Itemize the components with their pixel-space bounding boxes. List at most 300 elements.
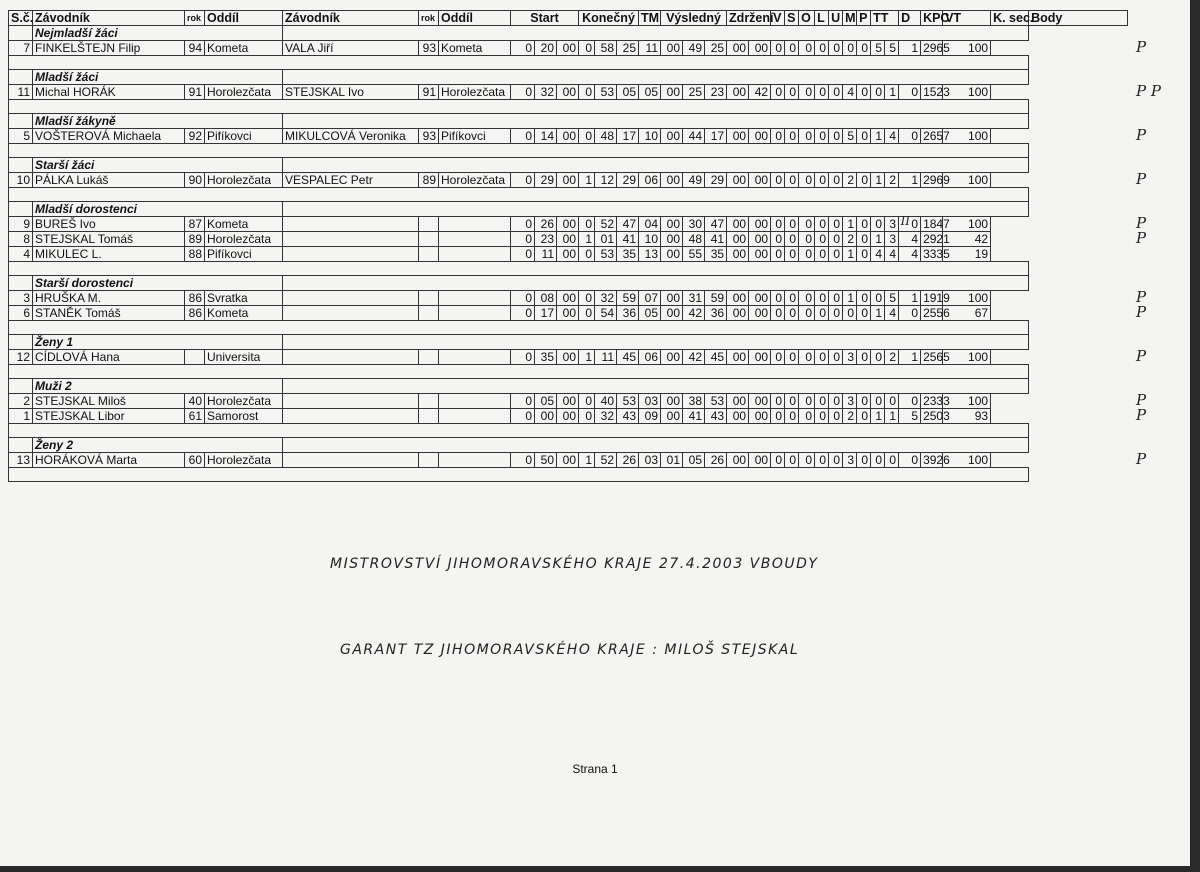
table-cell: 3 <box>843 453 857 468</box>
table-cell <box>283 394 419 409</box>
table-cell: 2556 <box>921 306 943 321</box>
table-cell: 0 <box>511 247 535 262</box>
table-cell: 17 <box>617 129 639 144</box>
table-cell: 91 <box>185 85 205 100</box>
table-cell: 00 <box>661 41 683 56</box>
table-row <box>9 291 1128 306</box>
header-cell: Oddíl <box>439 11 511 26</box>
table-cell <box>439 291 511 306</box>
table-cell: 25 <box>705 41 727 56</box>
table-cell: 0 <box>857 453 871 468</box>
table-cell: 0 <box>511 306 535 321</box>
category-cell <box>283 114 1029 129</box>
table-cell: 41 <box>705 232 727 247</box>
table-cell <box>283 453 419 468</box>
table-cell: 12 <box>9 350 33 365</box>
table-cell: 100 <box>943 129 991 144</box>
table-cell: 1919 <box>921 291 943 306</box>
table-cell: 0 <box>785 217 799 232</box>
table-cell: 0 <box>857 85 871 100</box>
table-cell: 2969 <box>921 173 943 188</box>
table-cell: 0 <box>885 453 899 468</box>
table-cell: 0 <box>785 350 799 365</box>
table-cell: 10 <box>639 129 661 144</box>
table-cell: STEJSKAL Ivo <box>283 85 419 100</box>
table-cell: Horolezčata <box>439 173 511 188</box>
table-cell <box>419 247 439 262</box>
table-row <box>9 41 1128 56</box>
table-cell: 41 <box>683 409 705 424</box>
table-cell: 100 <box>943 291 991 306</box>
header-cell: rok <box>419 11 439 26</box>
table-cell: 04 <box>639 217 661 232</box>
table-cell: 01 <box>661 453 683 468</box>
table-cell: 00 <box>557 173 579 188</box>
table-cell: 09 <box>639 409 661 424</box>
table-cell: 54 <box>595 306 617 321</box>
table-cell: 0 <box>511 129 535 144</box>
category-cell <box>283 379 1029 394</box>
table-cell: VALA Jiří <box>283 41 419 56</box>
table-cell: 0 <box>579 247 595 262</box>
table-cell: 45 <box>617 350 639 365</box>
table-cell: 0 <box>511 453 535 468</box>
table-cell: 86 <box>185 291 205 306</box>
table-cell: 0 <box>829 129 843 144</box>
table-cell: Horolezčata <box>205 453 283 468</box>
table-cell: 0 <box>771 217 785 232</box>
table-cell: 36 <box>617 306 639 321</box>
table-cell: 89 <box>185 232 205 247</box>
table-cell: 1847 <box>921 217 943 232</box>
table-cell: 0 <box>785 41 799 56</box>
table-cell: 00 <box>557 291 579 306</box>
table-row <box>9 173 1128 188</box>
table-cell: 0 <box>785 173 799 188</box>
table-cell <box>419 350 439 365</box>
table-cell: 5 <box>871 41 885 56</box>
table-cell: 0 <box>511 394 535 409</box>
handwritten-mark: P P <box>1136 81 1161 100</box>
table-cell: 47 <box>617 217 639 232</box>
table-cell: 0 <box>829 232 843 247</box>
table-cell: 4 <box>9 247 33 262</box>
table-cell: 0 <box>579 85 595 100</box>
table-cell: 03 <box>639 453 661 468</box>
table-cell: 5 <box>899 409 921 424</box>
table-cell: 100 <box>943 394 991 409</box>
table-cell: STEJSKAL Tomáš <box>33 232 185 247</box>
table-cell: 05 <box>683 453 705 468</box>
table-cell <box>419 232 439 247</box>
table-cell: 0 <box>799 453 815 468</box>
table-cell: 07 <box>639 291 661 306</box>
table-cell: 0 <box>799 394 815 409</box>
table-cell: 60 <box>185 453 205 468</box>
table-cell: 1 <box>871 232 885 247</box>
header-cell: M <box>843 11 857 26</box>
table-cell: 00 <box>535 409 557 424</box>
table-cell: 88 <box>185 247 205 262</box>
table-cell: 0 <box>771 306 785 321</box>
table-cell: 48 <box>595 129 617 144</box>
table-cell: 3926 <box>921 453 943 468</box>
gap-row <box>9 100 1128 114</box>
table-cell: VOŠTEROVÁ Michaela <box>33 129 185 144</box>
table-cell: 35 <box>705 247 727 262</box>
table-cell: 0 <box>829 41 843 56</box>
table-cell <box>439 232 511 247</box>
table-cell: 0 <box>857 409 871 424</box>
table-cell: 2503 <box>921 409 943 424</box>
table-cell: 00 <box>661 394 683 409</box>
table-cell: 0 <box>815 394 829 409</box>
table-cell: 4 <box>899 247 921 262</box>
table-cell: 0 <box>857 232 871 247</box>
table-cell: 0 <box>815 350 829 365</box>
table-cell: 0 <box>511 350 535 365</box>
table-row <box>9 350 1128 365</box>
table-cell: 5 <box>885 41 899 56</box>
table-cell: 0 <box>871 350 885 365</box>
table-cell: 00 <box>557 306 579 321</box>
table-cell: 87 <box>185 217 205 232</box>
table-cell: 0 <box>815 41 829 56</box>
table-cell: 8 <box>9 232 33 247</box>
table-cell: 1 <box>871 306 885 321</box>
table-cell: 0 <box>771 453 785 468</box>
category-cell <box>9 379 33 394</box>
table-cell: 29 <box>535 173 557 188</box>
table-cell: 00 <box>749 247 771 262</box>
table-cell: 0 <box>829 173 843 188</box>
table-cell: 0 <box>579 291 595 306</box>
table-cell: 03 <box>639 394 661 409</box>
table-cell: 23 <box>535 232 557 247</box>
table-cell: 0 <box>815 291 829 306</box>
table-cell: 06 <box>639 173 661 188</box>
table-cell: 00 <box>661 217 683 232</box>
table-cell: 45 <box>705 350 727 365</box>
gap-row <box>9 468 1128 482</box>
table-cell: 00 <box>727 85 749 100</box>
table-cell: 93 <box>419 129 439 144</box>
table-cell: Horolezčata <box>439 85 511 100</box>
handwritten-mark: P <box>1136 449 1147 468</box>
header-cell: K. sec. <box>991 11 1029 26</box>
table-cell: 00 <box>661 409 683 424</box>
table-cell: 0 <box>511 232 535 247</box>
table-cell: 00 <box>727 409 749 424</box>
table-cell: 49 <box>683 173 705 188</box>
table-cell: 49 <box>683 41 705 56</box>
header-cell: KPC <box>921 11 943 26</box>
table-cell: 0 <box>815 173 829 188</box>
table-cell: 1 <box>899 41 921 56</box>
table-cell: 0 <box>829 306 843 321</box>
category-cell <box>283 70 1029 85</box>
table-cell: 00 <box>749 453 771 468</box>
table-cell: STEJSKAL Miloš <box>33 394 185 409</box>
table-cell: 1 <box>899 173 921 188</box>
table-cell: 0 <box>799 306 815 321</box>
table-cell: 92 <box>185 129 205 144</box>
table-cell: Kometa <box>205 41 283 56</box>
header-cell: TT <box>871 11 899 26</box>
scan-edge <box>0 866 1200 872</box>
table-cell: 1 <box>871 409 885 424</box>
category-row <box>9 70 1128 85</box>
table-cell: 00 <box>557 350 579 365</box>
table-cell: 1 <box>579 350 595 365</box>
category-cell <box>283 202 1029 217</box>
table-cell: 7 <box>9 41 33 56</box>
table-cell <box>419 453 439 468</box>
table-cell: 00 <box>727 217 749 232</box>
table-row <box>9 394 1128 409</box>
table-cell: 00 <box>661 232 683 247</box>
table-cell: 05 <box>535 394 557 409</box>
table-cell: 0 <box>511 173 535 188</box>
table-cell: PÁLKA Lukáš <box>33 173 185 188</box>
table-cell: 14 <box>535 129 557 144</box>
gap-row <box>9 424 1128 438</box>
table-cell: Kometa <box>205 306 283 321</box>
table-cell: 0 <box>899 129 921 144</box>
table-cell: 00 <box>727 291 749 306</box>
table-cell: STEJSKAL Libor <box>33 409 185 424</box>
table-cell: BUREŠ Ivo <box>33 217 185 232</box>
table-row <box>9 129 1128 144</box>
table-cell: 50 <box>535 453 557 468</box>
table-cell: 0 <box>815 247 829 262</box>
table-cell: Svratka <box>205 291 283 306</box>
table-cell: 0 <box>785 453 799 468</box>
table-cell: 1 <box>579 173 595 188</box>
results-table <box>8 10 1128 482</box>
table-cell <box>185 350 205 365</box>
table-cell: 0 <box>871 394 885 409</box>
table-cell: 89 <box>419 173 439 188</box>
table-cell: 53 <box>595 247 617 262</box>
handwritten-mark: P <box>1136 390 1147 409</box>
header-cell: Závodník <box>33 11 185 26</box>
table-cell: 1 <box>899 350 921 365</box>
table-cell: Horolezčata <box>205 173 283 188</box>
table-cell: 35 <box>617 247 639 262</box>
table-cell: 0 <box>843 306 857 321</box>
table-cell: 86 <box>185 306 205 321</box>
gap-cell <box>9 468 1029 482</box>
table-cell: 58 <box>595 41 617 56</box>
table-cell: 0 <box>799 291 815 306</box>
gap-cell <box>9 365 1029 379</box>
handwritten-mark: P <box>1136 302 1147 321</box>
table-cell: 5 <box>843 129 857 144</box>
table-cell: 38 <box>683 394 705 409</box>
table-cell: 0 <box>857 394 871 409</box>
table-cell: 53 <box>595 85 617 100</box>
table-cell: 41 <box>617 232 639 247</box>
table-cell: 29 <box>617 173 639 188</box>
table-cell: 4 <box>885 129 899 144</box>
table-cell: 2921 <box>921 232 943 247</box>
table-cell: 0 <box>771 409 785 424</box>
header-cell: rok <box>185 11 205 26</box>
page-footer: Strana 1 <box>572 762 618 776</box>
table-cell: 67 <box>943 306 991 321</box>
table-row <box>9 453 1128 468</box>
gap-cell <box>9 100 1029 114</box>
table-cell: 0 <box>785 409 799 424</box>
category-cell <box>283 26 1029 41</box>
category-row <box>9 438 1128 453</box>
table-cell: 0 <box>799 232 815 247</box>
table-cell <box>283 247 419 262</box>
table-cell: 00 <box>749 129 771 144</box>
header-cell: U <box>829 11 843 26</box>
table-cell: 93 <box>419 41 439 56</box>
table-cell: 31 <box>683 291 705 306</box>
gap-row <box>9 56 1128 70</box>
table-cell: 0 <box>771 232 785 247</box>
table-cell: 42 <box>943 232 991 247</box>
table-cell: 00 <box>557 217 579 232</box>
table-cell <box>439 217 511 232</box>
table-cell: 52 <box>595 217 617 232</box>
header-cell: Oddíl <box>205 11 283 26</box>
table-cell: 0 <box>857 173 871 188</box>
table-cell: 0 <box>815 232 829 247</box>
gap-row <box>9 144 1128 158</box>
table-cell: 11 <box>595 350 617 365</box>
table-cell: 43 <box>617 409 639 424</box>
table-cell <box>439 394 511 409</box>
handwritten-vt-mark: II <box>900 213 911 228</box>
gap-cell <box>9 188 1029 202</box>
table-cell: CÍDLOVÁ Hana <box>33 350 185 365</box>
table-cell: 0 <box>871 453 885 468</box>
table-cell: 0 <box>829 350 843 365</box>
table-cell: 0 <box>843 41 857 56</box>
table-cell: 26 <box>705 453 727 468</box>
table-cell: 0 <box>785 394 799 409</box>
gap-cell <box>9 262 1029 276</box>
table-cell: Kometa <box>205 217 283 232</box>
table-cell: 0 <box>511 85 535 100</box>
table-cell: 2 <box>885 173 899 188</box>
scan-edge <box>1190 0 1200 872</box>
header-cell: L <box>815 11 829 26</box>
table-cell: 1 <box>579 232 595 247</box>
handwritten-mark: P <box>1136 213 1147 232</box>
table-row <box>9 232 1128 247</box>
table-cell: STANĚK Tomáš <box>33 306 185 321</box>
table-cell: 00 <box>661 291 683 306</box>
table-cell: 0 <box>815 129 829 144</box>
table-cell: 0 <box>829 247 843 262</box>
table-cell: 0 <box>579 41 595 56</box>
category-row <box>9 379 1128 394</box>
category-name: Ženy 1 <box>33 335 283 350</box>
handwritten-mark: P <box>1136 287 1147 306</box>
table-cell: 26 <box>617 453 639 468</box>
table-cell: 100 <box>943 217 991 232</box>
handwritten-line-2: GARANT TZ JIHOMORAVSKÉHO KRAJE : MILOŠ STEJSKAL <box>340 642 800 658</box>
header-cell: D <box>899 11 921 26</box>
table-cell: 0 <box>579 409 595 424</box>
table-cell: 1523 <box>921 85 943 100</box>
table-cell: 100 <box>943 350 991 365</box>
table-cell: 0 <box>899 453 921 468</box>
table-cell <box>283 409 419 424</box>
category-cell <box>9 335 33 350</box>
category-row <box>9 202 1128 217</box>
header-cell: Zdržení <box>727 11 771 26</box>
table-cell <box>419 394 439 409</box>
table-cell: 0 <box>857 129 871 144</box>
table-cell: 0 <box>799 41 815 56</box>
table-cell <box>283 291 419 306</box>
table-cell: 00 <box>727 129 749 144</box>
table-cell: 93 <box>943 409 991 424</box>
table-cell: 0 <box>771 350 785 365</box>
table-cell: 1 <box>9 409 33 424</box>
header-row <box>9 11 1128 26</box>
table-cell: 01 <box>595 232 617 247</box>
category-name: Nejmladší žáci <box>33 26 283 41</box>
table-cell: 05 <box>639 306 661 321</box>
table-cell: HRUŠKA M. <box>33 291 185 306</box>
header-cell: P <box>857 11 871 26</box>
table-cell: 00 <box>557 453 579 468</box>
table-cell: 48 <box>683 232 705 247</box>
table-cell: 25 <box>617 41 639 56</box>
table-cell: 0 <box>799 247 815 262</box>
table-cell: 59 <box>705 291 727 306</box>
handwritten-mark: P <box>1136 346 1147 365</box>
header-cell: VT <box>943 11 991 26</box>
table-cell: 1 <box>885 85 899 100</box>
category-name: Muži 2 <box>33 379 283 394</box>
table-cell: 00 <box>749 394 771 409</box>
table-cell: 11 <box>639 41 661 56</box>
table-cell: 0 <box>799 350 815 365</box>
table-cell: 0 <box>829 453 843 468</box>
category-row <box>9 26 1128 41</box>
table-cell: 0 <box>785 247 799 262</box>
handwritten-line-1: MISTROVSTVÍ JIHOMORAVSKÉHO KRAJE 27.4.2003 VBOUDY <box>330 556 819 572</box>
table-cell: 00 <box>749 306 771 321</box>
handwritten-mark: P <box>1136 37 1147 56</box>
table-cell: 0 <box>815 453 829 468</box>
category-name: Ženy 2 <box>33 438 283 453</box>
table-cell <box>439 306 511 321</box>
table-cell: 90 <box>185 173 205 188</box>
table-cell: 00 <box>557 394 579 409</box>
table-cell: 43 <box>705 409 727 424</box>
table-cell: 0 <box>871 217 885 232</box>
table-cell: 59 <box>617 291 639 306</box>
table-cell: 0 <box>829 217 843 232</box>
table-cell: 11 <box>9 85 33 100</box>
table-cell: 0 <box>815 409 829 424</box>
header-cell: O <box>799 11 815 26</box>
header-cell: TM <box>639 11 661 26</box>
table-cell: 100 <box>943 85 991 100</box>
table-cell: 2 <box>843 173 857 188</box>
handwritten-mark: P <box>1136 125 1147 144</box>
